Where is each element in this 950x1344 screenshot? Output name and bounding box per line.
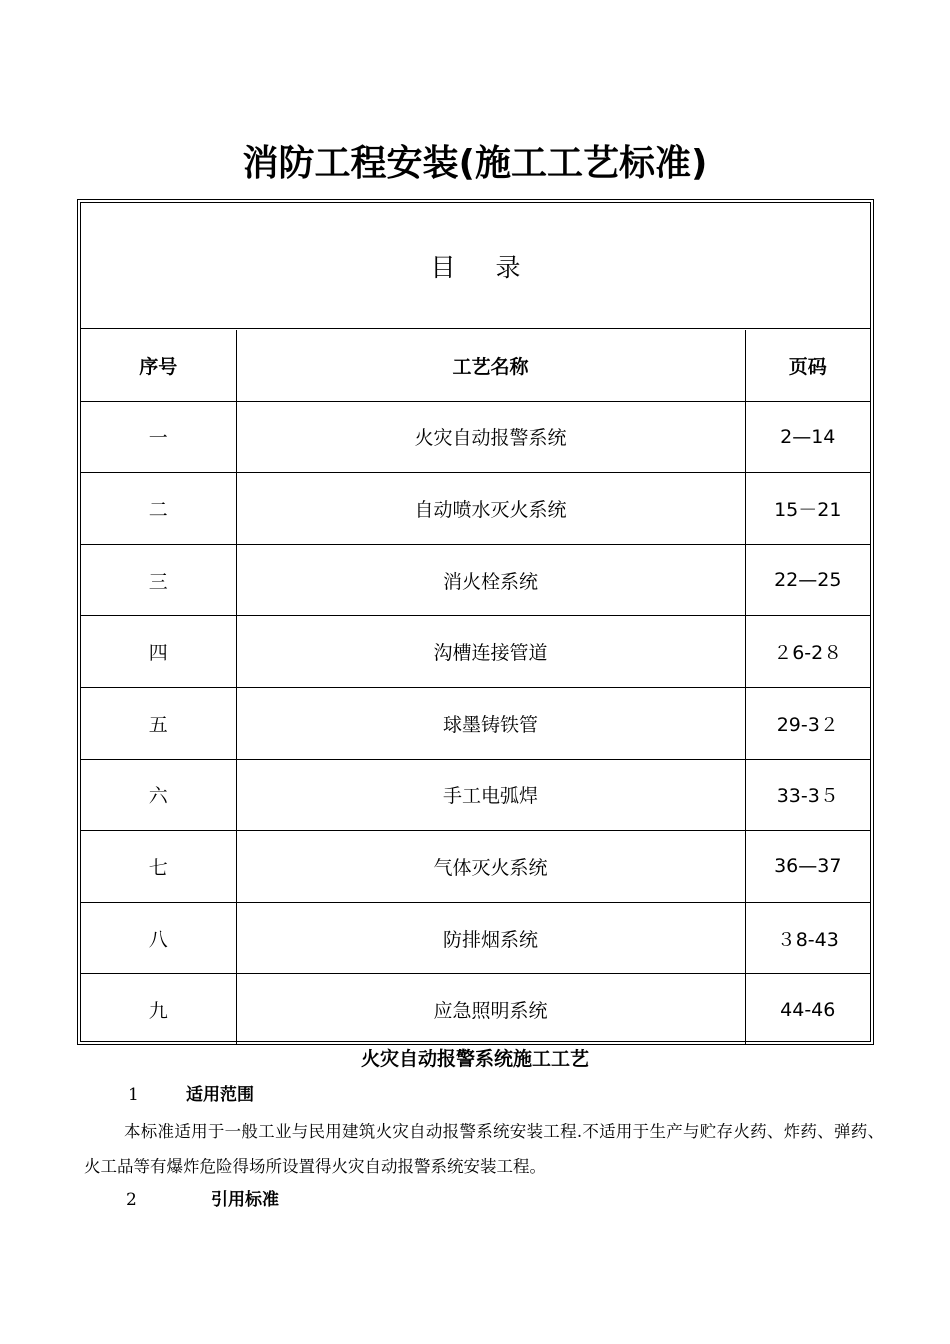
table-row xyxy=(81,902,870,974)
row-no: 七 xyxy=(81,831,236,903)
row-no: 四 xyxy=(81,616,236,688)
table-row xyxy=(81,974,870,1045)
column-header-pages: 页码 xyxy=(745,330,870,401)
row-pages: 33-3５ xyxy=(745,759,870,831)
row-no: 六 xyxy=(81,759,236,831)
table-row xyxy=(81,544,870,616)
table-row xyxy=(81,759,870,831)
toc-table xyxy=(81,330,870,1045)
table-row xyxy=(81,473,870,545)
row-pages: 22—25 xyxy=(745,544,870,616)
row-pages: 44-46 xyxy=(745,974,870,1045)
toc-table-inner xyxy=(80,202,871,1042)
heading-text: 引用标准 xyxy=(211,1190,279,1210)
heading-text: 适用范围 xyxy=(186,1085,254,1105)
row-no: 九 xyxy=(81,974,236,1045)
row-no: 二 xyxy=(81,473,236,545)
row-pages: 15－21 xyxy=(745,473,870,545)
row-name: 气体灭火系统 xyxy=(236,831,745,903)
table-row xyxy=(81,401,870,473)
column-header-name: 工艺名称 xyxy=(236,330,745,401)
table-row xyxy=(81,687,870,759)
toc-header-row xyxy=(81,330,870,401)
row-name: 消火栓系统 xyxy=(236,544,745,616)
row-no: 一 xyxy=(81,401,236,473)
scope-paragraph: 本标准适用于一般工业与民用建筑火灾自动报警系统安装工程.不适用于生产与贮存火药、炸药、弹药、火工品等有爆炸危险得场所设置得火灾自动报警系统安装工程。 xyxy=(84,1122,884,1176)
row-name: 沟槽连接管道 xyxy=(236,616,745,688)
heading-number: 2 xyxy=(126,1190,137,1210)
row-no: 五 xyxy=(81,687,236,759)
row-name: 手工电弧焊 xyxy=(236,759,745,831)
row-no: 八 xyxy=(81,902,236,974)
toc-heading: 目录 xyxy=(81,203,870,329)
section-title: 火灾自动报警系统施工工艺 xyxy=(360,1048,589,1070)
row-name: 应急照明系统 xyxy=(236,974,745,1045)
row-name: 火灾自动报警系统 xyxy=(236,401,745,473)
heading-number: 1 xyxy=(128,1085,139,1105)
row-name: 防排烟系统 xyxy=(236,902,745,974)
row-pages: 29-3２ xyxy=(745,687,870,759)
row-name: 球墨铸铁管 xyxy=(236,687,745,759)
row-name: 自动喷水灭火系统 xyxy=(236,473,745,545)
row-pages: 36—37 xyxy=(745,831,870,903)
heading-references xyxy=(126,1187,279,1213)
row-pages: 2—14 xyxy=(745,401,870,473)
table-row xyxy=(81,831,870,903)
table-row xyxy=(81,616,870,688)
row-pages: ２6-2８ xyxy=(745,616,870,688)
column-header-no: 序号 xyxy=(81,330,236,401)
document-title: 消防工程安装(施工工艺标准) xyxy=(242,143,708,184)
toc-table-frame xyxy=(77,199,874,1045)
heading-scope xyxy=(128,1082,254,1108)
row-no: 三 xyxy=(81,544,236,616)
row-pages: ３8-43 xyxy=(745,902,870,974)
